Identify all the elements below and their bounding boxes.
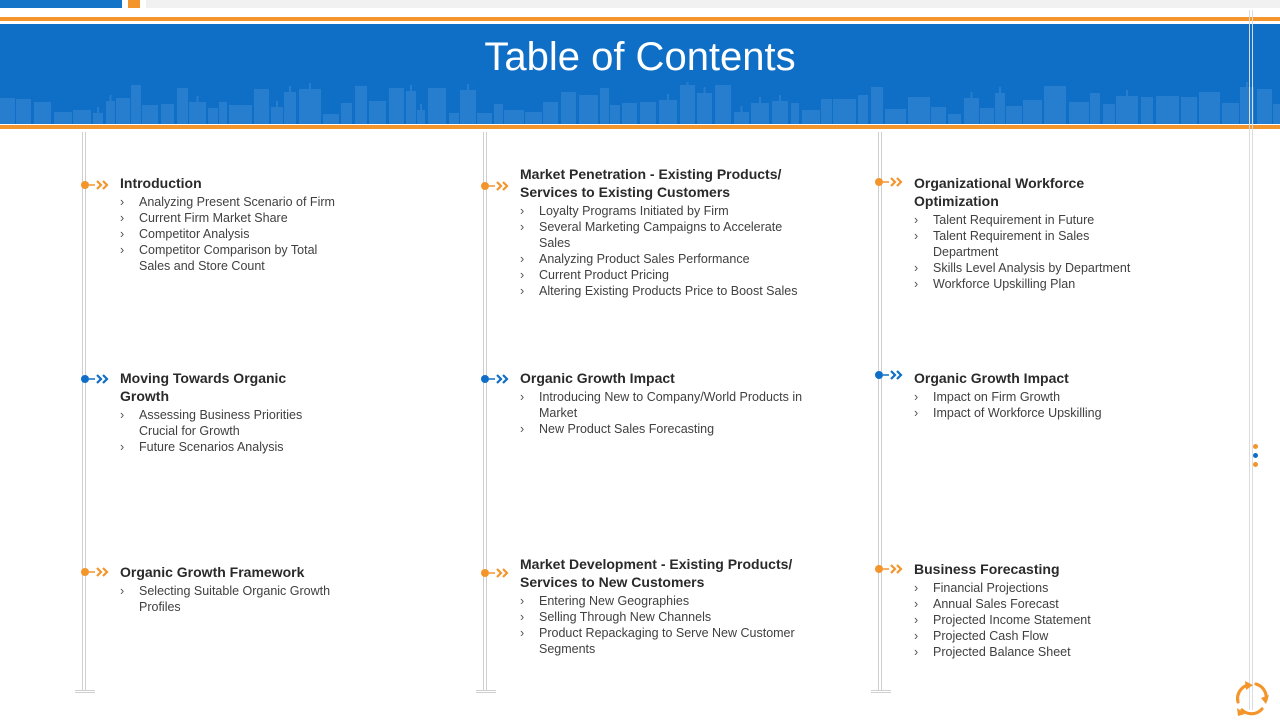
list-item-text: Selecting Suitable Organic Growth Profiles: [139, 584, 331, 614]
section-title: Organic Growth Framework: [120, 564, 305, 580]
list-item: [520, 389, 810, 421]
top-accent-bar-gray: [146, 0, 1280, 8]
list-item-text: Future Scenarios Analysis: [139, 440, 284, 454]
chevron-right-icon: ›: [120, 243, 125, 257]
list-item: [120, 226, 335, 242]
double-chevron-icon: [874, 370, 908, 380]
title-banner: [0, 24, 1280, 124]
list-item-text: Selling Through New Channels: [539, 610, 712, 624]
timeline-base-col2: [476, 690, 496, 693]
section-title: Market Development - Existing Products/ Services to New Customers: [520, 556, 793, 590]
list-item-text: Entering New Geographies: [539, 594, 690, 608]
list-item: [520, 625, 810, 657]
double-chevron-icon: [874, 177, 908, 187]
list-item-text: Skills Level Analysis by Department: [933, 261, 1131, 275]
list-item-text: Financial Projections: [933, 581, 1049, 595]
list-item: [914, 644, 1154, 660]
list-item-text: Competitor Comparison by Total Sales and Store Count: [139, 243, 318, 273]
timeline-base-col3: [871, 690, 891, 693]
toc-section: [120, 563, 335, 615]
section-title: Moving Towards Organic Growth: [120, 370, 287, 404]
section-items: [120, 194, 335, 274]
right-edge-dot: [1253, 453, 1258, 458]
list-item-text: Current Product Pricing: [539, 268, 669, 282]
toc-section: [914, 560, 1154, 660]
list-item: [120, 407, 335, 439]
double-chevron-icon: [80, 180, 114, 190]
list-item: [520, 203, 810, 219]
list-item-text: Annual Sales Forecast: [933, 597, 1059, 611]
chevron-right-icon: ›: [120, 440, 125, 454]
list-item-text: Assessing Business Priorities Crucial for Growth: [139, 408, 303, 438]
list-item-text: Talent Requirement in Future: [933, 213, 1095, 227]
chevron-right-icon: ›: [520, 204, 525, 218]
header-divider-top: [0, 17, 1280, 21]
right-edge-line: [1249, 10, 1253, 710]
list-item-text: Impact on Firm Growth: [933, 390, 1061, 404]
section-items: [520, 389, 810, 437]
section-items: [120, 583, 335, 615]
chevron-right-icon: ›: [914, 229, 919, 243]
chevron-right-icon: ›: [520, 220, 525, 234]
toc-section: [914, 369, 1154, 421]
chevron-right-icon: ›: [520, 268, 525, 282]
header-divider-bottom: [0, 125, 1280, 129]
list-item: [120, 439, 335, 455]
chevron-right-icon: ›: [120, 584, 125, 598]
chevron-right-icon: ›: [520, 626, 525, 640]
section-title: Organizational Workforce Optimization: [914, 175, 1085, 209]
section-title: Market Penetration - Existing Products/ Services to Existing Customers: [520, 166, 782, 200]
section-items: [120, 407, 335, 455]
list-item: [520, 219, 810, 251]
section-items: [914, 389, 1154, 421]
list-item-text: Current Firm Market Share: [139, 211, 288, 225]
list-item-text: Talent Requirement in Sales Department: [933, 229, 1090, 259]
chevron-right-icon: ›: [914, 390, 919, 404]
chevron-right-icon: ›: [520, 252, 525, 266]
list-item: [520, 421, 810, 437]
toc-section: [120, 369, 335, 455]
toc-section: [120, 174, 335, 274]
double-chevron-icon: [480, 181, 514, 191]
list-item-text: New Product Sales Forecasting: [539, 422, 715, 436]
timeline-line-col1: [82, 132, 86, 690]
list-item: [520, 593, 810, 609]
list-item: [520, 267, 810, 283]
timeline-line-col2: [483, 132, 487, 690]
recycle-icon: [1230, 678, 1274, 723]
list-item-text: Analyzing Product Sales Performance: [539, 252, 750, 266]
list-item-text: Several Marketing Campaigns to Accelerate Sales: [539, 220, 783, 250]
list-item-text: Projected Cash Flow: [933, 629, 1049, 643]
chevron-right-icon: ›: [120, 408, 125, 422]
list-item: [914, 276, 1154, 292]
list-item-text: Analyzing Present Scenario of Firm: [139, 195, 335, 209]
chevron-right-icon: ›: [520, 390, 525, 404]
chevron-right-icon: ›: [520, 610, 525, 624]
double-chevron-icon: [80, 374, 114, 384]
list-item: [520, 283, 810, 299]
list-item-text: Projected Balance Sheet: [933, 645, 1071, 659]
chevron-right-icon: ›: [914, 261, 919, 275]
list-item: [520, 251, 810, 267]
list-item: [120, 583, 335, 615]
chevron-right-icon: ›: [914, 213, 919, 227]
list-item-text: Competitor Analysis: [139, 227, 250, 241]
double-chevron-icon: [80, 567, 114, 577]
list-item-text: Workforce Upskilling Plan: [933, 277, 1076, 291]
chevron-right-icon: ›: [914, 277, 919, 291]
top-accent-bar-blue: [0, 0, 122, 8]
toc-section: [520, 555, 810, 657]
double-chevron-icon: [874, 564, 908, 574]
section-title: Business Forecasting: [914, 561, 1060, 577]
chevron-right-icon: ›: [520, 422, 525, 436]
section-title: Organic Growth Impact: [914, 370, 1069, 386]
chevron-right-icon: ›: [120, 211, 125, 225]
chevron-right-icon: ›: [914, 581, 919, 595]
section-items: [520, 593, 810, 657]
section-title: Introduction: [120, 175, 202, 191]
toc-section: [914, 174, 1154, 292]
list-item: [914, 628, 1154, 644]
top-accent-square-orange: [128, 0, 140, 8]
list-item: [914, 405, 1154, 421]
list-item: [914, 228, 1154, 260]
section-items: [914, 212, 1154, 292]
list-item: [914, 389, 1154, 405]
list-item: [914, 212, 1154, 228]
list-item-text: Impact of Workforce Upskilling: [933, 406, 1102, 420]
section-title: Organic Growth Impact: [520, 370, 675, 386]
double-chevron-icon: [480, 374, 514, 384]
city-skyline-pattern: [0, 82, 1280, 124]
chevron-right-icon: ›: [520, 284, 525, 298]
double-chevron-icon: [480, 568, 514, 578]
list-item: [120, 194, 335, 210]
list-item-text: Product Repackaging to Serve New Customer Segments: [539, 626, 795, 656]
list-item-text: Projected Income Statement: [933, 613, 1091, 627]
timeline-base-col1: [75, 690, 95, 693]
chevron-right-icon: ›: [914, 629, 919, 643]
right-edge-dot: [1253, 462, 1258, 467]
chevron-right-icon: ›: [914, 613, 919, 627]
list-item: [520, 609, 810, 625]
chevron-right-icon: ›: [520, 594, 525, 608]
chevron-right-icon: ›: [120, 195, 125, 209]
list-item: [914, 580, 1154, 596]
list-item: [914, 612, 1154, 628]
list-item-text: Altering Existing Products Price to Boost Sales: [539, 284, 798, 298]
chevron-right-icon: ›: [120, 227, 125, 241]
list-item: [120, 242, 335, 274]
list-item-text: Introducing New to Company/World Products in Market: [539, 390, 803, 420]
toc-section: [520, 165, 810, 299]
chevron-right-icon: ›: [914, 406, 919, 420]
timeline-line-col3: [878, 132, 882, 690]
chevron-right-icon: ›: [914, 597, 919, 611]
section-items: [914, 580, 1154, 660]
list-item: [914, 260, 1154, 276]
right-edge-dot: [1253, 444, 1258, 449]
page-title: Table of Contents: [484, 35, 796, 79]
list-item: [120, 210, 335, 226]
list-item: [914, 596, 1154, 612]
chevron-right-icon: ›: [914, 645, 919, 659]
list-item-text: Loyalty Programs Initiated by Firm: [539, 204, 729, 218]
toc-section: [520, 369, 810, 437]
section-items: [520, 203, 810, 299]
